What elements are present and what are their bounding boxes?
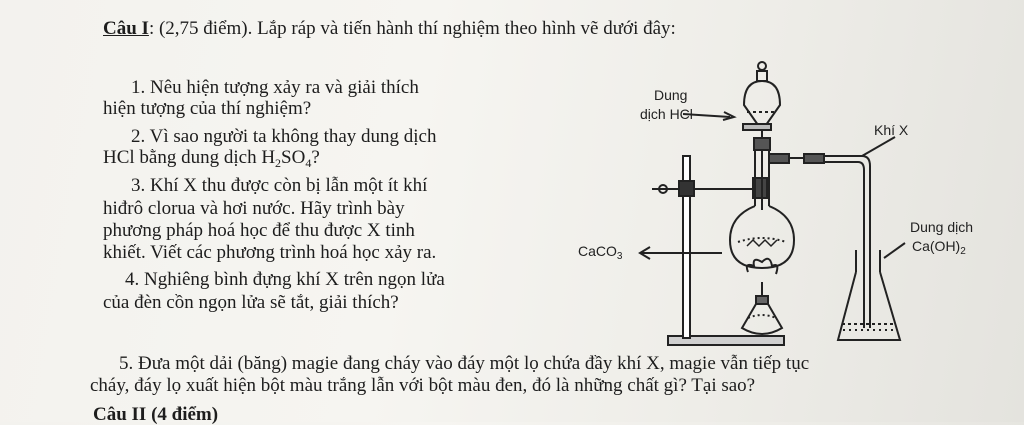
round-bottom-flask bbox=[730, 206, 794, 268]
hcl-pointer bbox=[683, 114, 730, 117]
gas-pointer bbox=[862, 137, 895, 156]
q2-text-a: HCl bằng dung dịch H bbox=[103, 147, 276, 168]
q2-text-b: SO bbox=[281, 147, 306, 168]
clamp-boss bbox=[679, 181, 694, 196]
q5-line1: 5. Đưa một dải (băng) magie đang cháy vào đáy một lọ chứa đầy khí X, magie vẫn tiếp tục bbox=[119, 353, 810, 374]
label-caco3-text: CaCO bbox=[578, 243, 617, 259]
q3-line3: phương pháp hoá học để thu được X tinh bbox=[103, 220, 415, 241]
q3-line1: 3. Khí X thu được còn bị lẫn một ít khí bbox=[131, 175, 428, 196]
q2-sub1: 2 bbox=[275, 156, 282, 170]
question-heading-text: : (2,75 điểm). Lắp ráp và tiến hành thí nghiệm theo hình vẽ dưới đây: bbox=[148, 18, 676, 39]
label-caco3-sub: 3 bbox=[616, 251, 623, 262]
q2-text-c: ? bbox=[311, 147, 320, 168]
alcohol-burner bbox=[742, 282, 782, 334]
question-label: Câu I bbox=[103, 18, 149, 39]
label-limewater-text: Ca(OH) bbox=[912, 238, 961, 254]
flask-stopper bbox=[754, 138, 770, 150]
q3-line4: khiết. Viết các phương trình hoá học xảy ra. bbox=[103, 242, 437, 263]
label-limewater-sub: 2 bbox=[960, 246, 966, 257]
label-hcl-line2: dịch HCl bbox=[640, 106, 693, 122]
dropping-funnel bbox=[743, 62, 780, 210]
label-hcl-line1: Dung bbox=[654, 87, 688, 103]
next-question-heading: Câu II (4 điểm) bbox=[93, 404, 219, 425]
q4-line1: 4. Nghiêng bình đựng khí X trên ngọn lửa bbox=[125, 269, 445, 290]
q1-line2: hiện tượng của thí nghiệm? bbox=[103, 98, 312, 119]
label-limewater-line1: Dung dịch bbox=[910, 219, 974, 235]
q2-sub2: 4 bbox=[305, 156, 312, 170]
flask-liquid-level bbox=[738, 238, 786, 242]
q5-line2: cháy, đáy lọ xuất hiện bột màu trắng lẫn với bột màu đen, đó là những chất gì? Tại sao? bbox=[90, 375, 756, 396]
caco3-chips bbox=[747, 240, 777, 246]
q1-line1: 1. Nêu hiện tượng xảy ra và giải thích bbox=[131, 77, 419, 98]
q2-line1: 2. Vì sao người ta không thay dung dịch bbox=[131, 126, 437, 147]
label-gas-x: Khí X bbox=[874, 122, 909, 138]
q4-line2: của đèn cồn ngọn lửa sẽ tắt, giải thích? bbox=[103, 292, 399, 313]
limewater-pointer bbox=[884, 243, 905, 258]
q3-line2: hiđrô clorua và hơi nước. Hãy trình bày bbox=[103, 198, 405, 219]
